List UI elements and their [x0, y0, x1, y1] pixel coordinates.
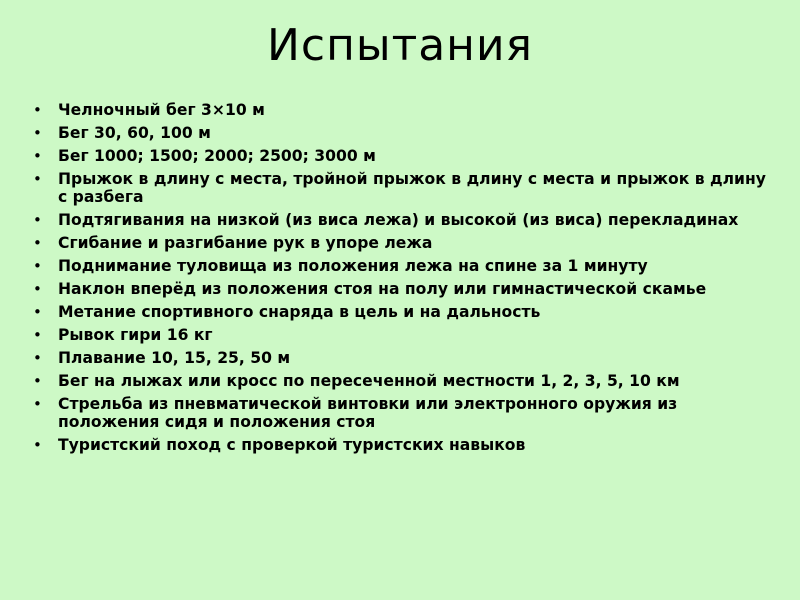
bullet-text: Стрельба из пневматической винтовки или электронного оружия из положения сидя и положения стоя [58, 395, 678, 431]
bullet-item [0, 170, 800, 206]
slide-title: Испытания [266, 20, 534, 71]
bullet-text: Сгибание и разгибание рук в упоре лежа [58, 234, 433, 252]
bullet-item [0, 124, 800, 142]
bullet-item [0, 211, 800, 229]
bullet-text: Поднимание туловища из положения лежа на спине за 1 минуту [58, 257, 648, 275]
bullet-icon: • [33, 326, 42, 344]
bullet-item [0, 436, 800, 454]
bullet-icon: • [33, 372, 42, 390]
bullet-text: Метание спортивного снаряда в цель и на дальность [58, 303, 541, 321]
bullet-icon: • [33, 211, 42, 229]
bullet-text: Наклон вперёд из положения стоя на полу или гимнастической скамье [58, 280, 707, 298]
bullet-icon: • [33, 124, 42, 142]
bullet-icon: • [33, 303, 42, 321]
bullet-text: Рывок гири 16 кг [58, 326, 213, 344]
bullet-text: Челночный бег 3×10 м [58, 101, 265, 119]
bullet-text: Бег 1000; 1500; 2000; 2500; 3000 м [58, 147, 376, 165]
bullet-item [0, 303, 800, 321]
bullet-text: Прыжок в длину с места, тройной прыжок в длину с места и прыжок в длину с разбега [58, 170, 766, 206]
bullet-item [0, 147, 800, 165]
bullet-text: Плавание 10, 15, 25, 50 м [58, 349, 291, 367]
bullet-icon: • [33, 395, 42, 413]
bullet-icon: • [33, 257, 42, 275]
bullet-text: Бег 30, 60, 100 м [58, 124, 211, 142]
bullet-icon: • [33, 280, 42, 298]
bullet-text: Туристский поход с проверкой туристских навыков [58, 436, 526, 454]
bullet-text: Подтягивания на низкой (из виса лежа) и высокой (из виса) перекладинах [58, 211, 739, 229]
bullet-item [0, 257, 800, 275]
bullet-item [0, 326, 800, 344]
bullet-text: Бег на лыжах или кросс по пересеченной местности 1, 2, 3, 5, 10 км [58, 372, 680, 390]
bullet-item [0, 280, 800, 298]
bullet-icon: • [33, 101, 42, 119]
bullet-item [0, 349, 800, 367]
bullet-icon: • [33, 436, 42, 454]
bullet-item [0, 372, 800, 390]
bullet-list [0, 101, 800, 459]
bullet-icon: • [33, 170, 42, 188]
bullet-icon: • [33, 349, 42, 367]
bullet-icon: • [33, 234, 42, 252]
bullet-item [0, 234, 800, 252]
bullet-item [0, 395, 800, 431]
bullet-icon: • [33, 147, 42, 165]
bullet-item [0, 101, 800, 119]
